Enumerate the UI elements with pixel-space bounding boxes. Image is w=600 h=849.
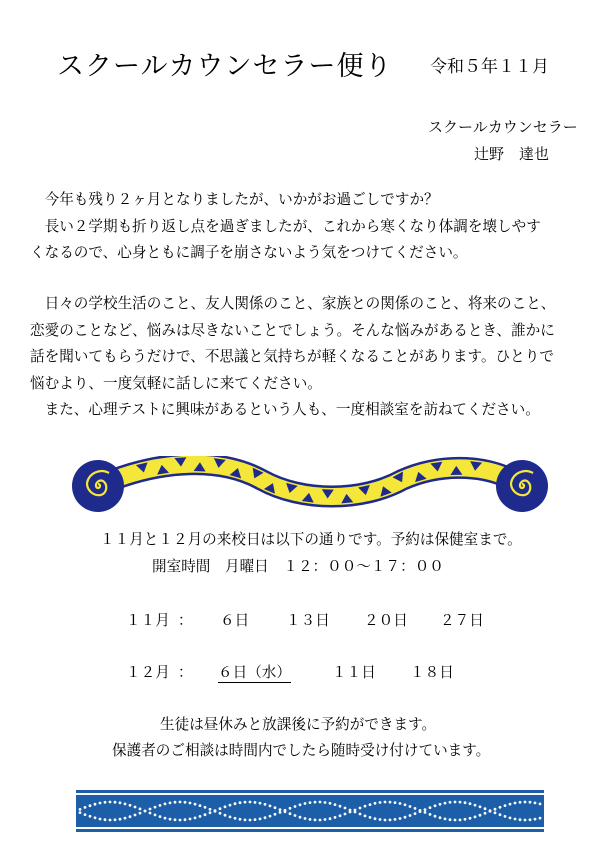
pattern-dot	[344, 807, 347, 810]
pattern-dot	[269, 815, 272, 818]
pattern-dot	[499, 806, 502, 809]
pattern-dot	[499, 813, 502, 816]
text-line: また、心理テストに興味があるという人も、一度相談室を訪ねてください。	[30, 401, 540, 418]
pattern-dot	[179, 819, 182, 822]
pattern-dot	[199, 804, 202, 807]
pattern-dot	[289, 812, 292, 815]
pattern-dot	[534, 818, 537, 821]
text-line: 今年も残り２ヶ月となりましたが、いかがお過ごしですか？	[30, 191, 439, 208]
pattern-dot	[434, 804, 437, 807]
pattern-dot	[264, 816, 267, 819]
pattern-dot	[524, 801, 527, 804]
pattern-dot	[289, 807, 292, 810]
pattern-dot	[429, 806, 432, 809]
pattern-dot	[514, 818, 517, 821]
pattern-dot	[384, 801, 387, 804]
december-colon: ：	[178, 664, 193, 681]
pattern-dot	[89, 815, 92, 818]
pattern-dot	[389, 819, 392, 822]
author-role: スクールカウンセラー	[428, 118, 578, 136]
pattern-dot	[84, 813, 87, 816]
pattern-dot	[124, 817, 127, 820]
pattern-dot	[464, 818, 467, 821]
pattern-dot	[339, 814, 342, 817]
schedule-intro: １１月と１２月の来校日は以下の通りです。予約は保健室まで。	[100, 531, 522, 548]
guardian-consult-note: 保護者のご相談は時間内でしたら随時受け付けています。	[112, 742, 491, 759]
pattern-dot	[334, 803, 337, 806]
pattern-dot	[244, 819, 247, 822]
pattern-dot	[324, 801, 327, 804]
pattern-dot	[519, 801, 522, 804]
pattern-dot	[404, 803, 407, 806]
pattern-dot	[134, 814, 137, 817]
pattern-dot	[504, 815, 507, 818]
text-line: 恋愛のことなど、悩みは尽きないことでしょう。そんな悩みがあるとき、誰かに	[30, 321, 555, 339]
pattern-dot	[169, 818, 172, 821]
pattern-dot	[239, 801, 242, 804]
pattern-dot	[149, 808, 152, 811]
pattern-dot	[229, 816, 232, 819]
pattern-dot	[224, 814, 227, 817]
pattern-dot	[284, 810, 287, 813]
pattern-dot	[269, 805, 272, 808]
pattern-dot	[94, 816, 97, 819]
visit-day: １８日	[410, 664, 454, 681]
pattern-dot	[479, 814, 482, 817]
decorative-footer-border	[76, 790, 544, 832]
pattern-dot	[524, 819, 527, 822]
pattern-dot	[454, 819, 457, 822]
pattern-dot	[224, 805, 227, 808]
pattern-dot	[104, 818, 107, 821]
pattern-dot	[99, 818, 102, 821]
pattern-dot	[179, 801, 182, 804]
pattern-dot	[354, 809, 357, 812]
pattern-dot	[474, 804, 477, 807]
pattern-dot	[109, 819, 112, 822]
pattern-dot	[249, 819, 252, 822]
left-spiral-icon	[72, 460, 124, 512]
author-name: 辻野 達也	[474, 145, 550, 163]
pattern-dot	[444, 818, 447, 821]
pattern-dot	[249, 801, 252, 804]
pattern-dot	[474, 816, 477, 819]
pattern-dot	[444, 802, 447, 805]
pattern-dot	[419, 809, 422, 812]
pattern-dot	[449, 801, 452, 804]
pattern-dot	[139, 808, 142, 811]
pattern-dot	[484, 807, 487, 810]
pattern-dot	[384, 819, 387, 822]
invitation-paragraph	[30, 291, 588, 424]
pattern-dot	[374, 817, 377, 820]
pattern-dot	[184, 801, 187, 804]
pattern-dot	[339, 805, 342, 808]
pattern-dot	[309, 818, 312, 821]
december-label: １２月	[126, 664, 170, 681]
pattern-dot	[264, 803, 267, 806]
greeting-paragraph	[30, 187, 588, 267]
text-line: 悩むより、一度気軽に話しに来てください。	[30, 374, 322, 392]
pattern-dot	[409, 814, 412, 817]
pattern-dot	[254, 818, 257, 821]
text-line: くなるので、心身ともに調子を崩さないよう気をつけてください。	[30, 244, 468, 261]
pattern-dot	[449, 818, 452, 821]
pattern-dot	[519, 818, 522, 821]
office-hours: 開室時間 月曜日 １２：００～１７：００	[152, 558, 444, 575]
pattern-dot	[399, 817, 402, 820]
pattern-dot	[369, 803, 372, 806]
pattern-dot	[459, 819, 462, 822]
pattern-dot	[319, 801, 322, 804]
pattern-dot	[114, 801, 117, 804]
pattern-dot	[154, 806, 157, 809]
pattern-dot	[319, 819, 322, 822]
visit-day: ２０日	[364, 612, 408, 629]
pattern-dot	[204, 813, 207, 816]
pattern-dot	[484, 812, 487, 815]
pattern-dot	[259, 818, 262, 821]
visit-day: １１日	[332, 664, 376, 681]
pattern-dot	[469, 802, 472, 805]
pattern-dot	[174, 801, 177, 804]
pattern-dot	[219, 812, 222, 815]
wavy-snake-divider	[72, 456, 548, 516]
pattern-dot	[209, 808, 212, 811]
pattern-dot	[194, 803, 197, 806]
pattern-dot	[529, 801, 532, 804]
student-booking-note: 生徒は昼休みと放課後に予約ができます。	[160, 716, 437, 733]
pattern-dot	[119, 818, 122, 821]
pattern-dot	[164, 803, 167, 806]
pattern-dot	[434, 815, 437, 818]
pattern-dot	[114, 818, 117, 821]
pattern-dot	[139, 812, 142, 815]
pattern-dot	[464, 801, 467, 804]
pattern-dot	[329, 817, 332, 820]
pattern-dot	[274, 813, 277, 816]
pattern-dot	[159, 815, 162, 818]
pattern-dot	[79, 811, 82, 814]
pattern-dot	[459, 801, 462, 804]
pattern-dot	[329, 802, 332, 805]
pattern-dot	[534, 802, 537, 805]
pattern-dot	[279, 811, 282, 814]
pattern-dot	[194, 817, 197, 820]
pattern-dot	[294, 805, 297, 808]
pattern-dot	[439, 803, 442, 806]
pattern-dot	[304, 802, 307, 805]
pattern-dot	[119, 801, 122, 804]
pattern-dot	[439, 816, 442, 819]
pattern-dot	[404, 816, 407, 819]
pattern-dot	[454, 801, 457, 804]
pattern-dot	[229, 804, 232, 807]
visit-day-highlighted: ６日（水）	[218, 664, 291, 681]
pattern-dot	[299, 816, 302, 819]
pattern-dot	[364, 805, 367, 808]
pattern-dot	[359, 807, 362, 810]
pattern-dot	[214, 809, 217, 812]
pattern-dot	[344, 813, 347, 816]
pattern-dot	[234, 802, 237, 805]
visit-day: １３日	[286, 612, 330, 629]
pattern-dot	[494, 811, 497, 814]
pattern-dot	[494, 808, 497, 811]
pattern-dot	[509, 817, 512, 820]
pattern-dot	[104, 801, 107, 804]
pattern-dot	[309, 801, 312, 804]
pattern-dot	[389, 801, 392, 804]
pattern-dot	[149, 812, 152, 815]
pattern-dot	[424, 811, 427, 814]
pattern-dot	[189, 802, 192, 805]
pattern-dot	[109, 801, 112, 804]
pattern-dot	[184, 818, 187, 821]
pattern-dot	[379, 818, 382, 821]
pattern-dot	[259, 802, 262, 805]
november-colon: ：	[178, 612, 193, 629]
pattern-dot	[94, 803, 97, 806]
pattern-dot	[424, 808, 427, 811]
pattern-dot	[539, 803, 542, 806]
pattern-dot	[129, 804, 132, 807]
pattern-dot	[124, 803, 127, 806]
pattern-dot	[164, 817, 167, 820]
newsletter-title: スクールカウンセラー便り	[57, 51, 393, 82]
november-label: １１月	[126, 612, 170, 629]
pattern-dot	[369, 816, 372, 819]
pattern-dot	[469, 817, 472, 820]
pattern-dot	[244, 801, 247, 804]
pattern-dot	[294, 814, 297, 817]
pattern-dot	[144, 810, 147, 813]
pattern-dot	[504, 804, 507, 807]
pattern-dot	[324, 818, 327, 821]
pattern-dot	[189, 818, 192, 821]
pattern-dot	[274, 806, 277, 809]
pattern-dot	[199, 815, 202, 818]
text-line: 話を聞いてもらうだけで、不思議と気持ちが軽くなることがあります。ひとりで	[30, 348, 554, 365]
pattern-dot	[279, 808, 282, 811]
pattern-dot	[429, 813, 432, 816]
pattern-dot	[169, 802, 172, 805]
pattern-dot	[299, 803, 302, 806]
pattern-dot	[529, 818, 532, 821]
pattern-dot	[394, 818, 397, 821]
pattern-dot	[159, 804, 162, 807]
pattern-dot	[209, 811, 212, 814]
pattern-dot	[399, 802, 402, 805]
pattern-dot	[414, 807, 417, 810]
pattern-dot	[134, 806, 137, 809]
pattern-dot	[79, 808, 82, 811]
pattern-dot	[84, 806, 87, 809]
pattern-dot	[174, 818, 177, 821]
pattern-dot	[514, 802, 517, 805]
pattern-dot	[414, 812, 417, 815]
visit-day: ２７日	[440, 612, 484, 629]
pattern-dot	[204, 806, 207, 809]
pattern-dot	[129, 815, 132, 818]
pattern-dot	[509, 803, 512, 806]
pattern-dot	[219, 807, 222, 810]
pattern-dot	[409, 805, 412, 808]
pattern-dot	[364, 815, 367, 818]
text-line: 日々の学校生活のこと、友人関係のこと、家族との関係のこと、将来のこと、	[30, 295, 556, 312]
pattern-dot	[539, 817, 542, 820]
text-line: 長い２学期も折り返し点を過ぎましたが、これから寒くなり体調を壊しやす	[30, 217, 541, 235]
pattern-dot	[379, 801, 382, 804]
pattern-dot	[154, 814, 157, 817]
issue-date: 令和５年１１月	[430, 57, 549, 77]
pattern-dot	[99, 802, 102, 805]
pattern-dot	[334, 816, 337, 819]
pattern-dot	[314, 801, 317, 804]
pattern-dot	[234, 817, 237, 820]
pattern-dot	[489, 810, 492, 813]
right-spiral-icon	[496, 460, 548, 512]
pattern-dot	[479, 805, 482, 808]
visit-day: ６日	[220, 612, 250, 629]
pattern-dot	[374, 802, 377, 805]
pattern-dot	[254, 801, 257, 804]
pattern-dot	[359, 813, 362, 816]
pattern-dot	[394, 801, 397, 804]
pattern-dot	[239, 818, 242, 821]
pattern-dot	[349, 811, 352, 814]
pattern-dot	[304, 817, 307, 820]
pattern-dot	[89, 804, 92, 807]
pattern-dot	[314, 819, 317, 822]
